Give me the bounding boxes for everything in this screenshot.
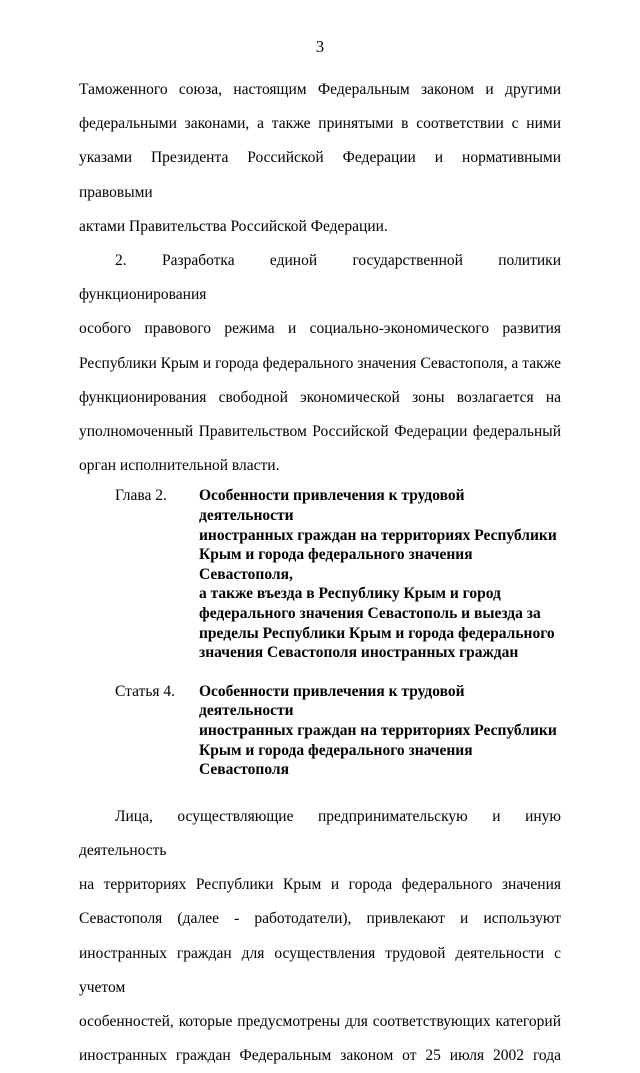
chapter-title-line: Крым и города федерального значения Севастополя,	[199, 546, 473, 583]
paragraph-line: орган исполнительной власти.	[79, 457, 280, 475]
chapter-title-line: иностранных граждан на территориях Республики	[199, 526, 557, 544]
chapter-heading	[79, 486, 561, 662]
paragraph-line: на территориях Республики Крым и города федерального значения	[79, 876, 561, 894]
paragraph-line: Республики Крым и города федерального значения Севастополя, а также	[79, 354, 561, 372]
chapter-title-line: значения Севастополя иностранных граждан	[199, 644, 519, 662]
article-label: Статья 4.	[115, 682, 176, 700]
chapter-title-line: а также въезда в Республику Крым и город	[199, 585, 501, 603]
article-title-line: Крым и города федерального значения Севастополя	[199, 741, 473, 779]
paragraph-line: иностранных граждан для осуществления трудовой деятельности с учетом	[79, 944, 561, 996]
paragraph-line: особого правового режима и социально-экономического развития	[79, 320, 561, 338]
paragraph-line: особенностей, которые предусмотрены для соответствующих категорий	[79, 1012, 561, 1030]
chapter-title-line: федерального значения Севастополь и выезда за	[199, 605, 541, 622]
article-title-line: Особенности привлечения к трудовой деятельности	[199, 682, 465, 720]
paragraph-line: Лица, осуществляющие предпринимательскую и иную деятельность	[79, 807, 561, 859]
chapter-title-line: Особенности привлечения к трудовой деятельности	[199, 487, 465, 525]
page-number: 3	[315, 37, 325, 56]
article-title-line: иностранных граждан на территориях Республики	[199, 721, 557, 739]
paragraph-line: уполномоченный Правительством Российской Федерации федеральный	[79, 423, 561, 441]
paragraph-line: иностранных граждан Федеральным законом от 25 июля 2002 года	[79, 1047, 561, 1065]
paragraph-line: Таможенного союза, настоящим Федеральным законом и другими	[79, 81, 561, 98]
paragraph-line: Севастополя (далее - работодатели), привлекают и используют	[79, 910, 561, 928]
article-title	[199, 682, 561, 780]
chapter-label: Глава 2.	[115, 487, 167, 505]
document-body	[79, 73, 561, 1073]
paragraph-line: федеральными законами, а также принятыми в соответствии с ними	[79, 115, 561, 133]
chapter-title-line: пределы Республики Крым и города федерального	[199, 624, 555, 642]
paragraph-line: указами Президента Российской Федерации и нормативными правовыми	[79, 149, 561, 201]
chapter-title	[199, 486, 561, 662]
paragraph-line: актами Правительства Российской Федерации.	[79, 217, 388, 235]
article-heading	[79, 682, 561, 780]
paragraph-line: 2. Разработка единой государственной политики функционирования	[79, 252, 561, 304]
paragraph-line: функционирования свободной экономической зоны возлагается на	[79, 388, 561, 406]
